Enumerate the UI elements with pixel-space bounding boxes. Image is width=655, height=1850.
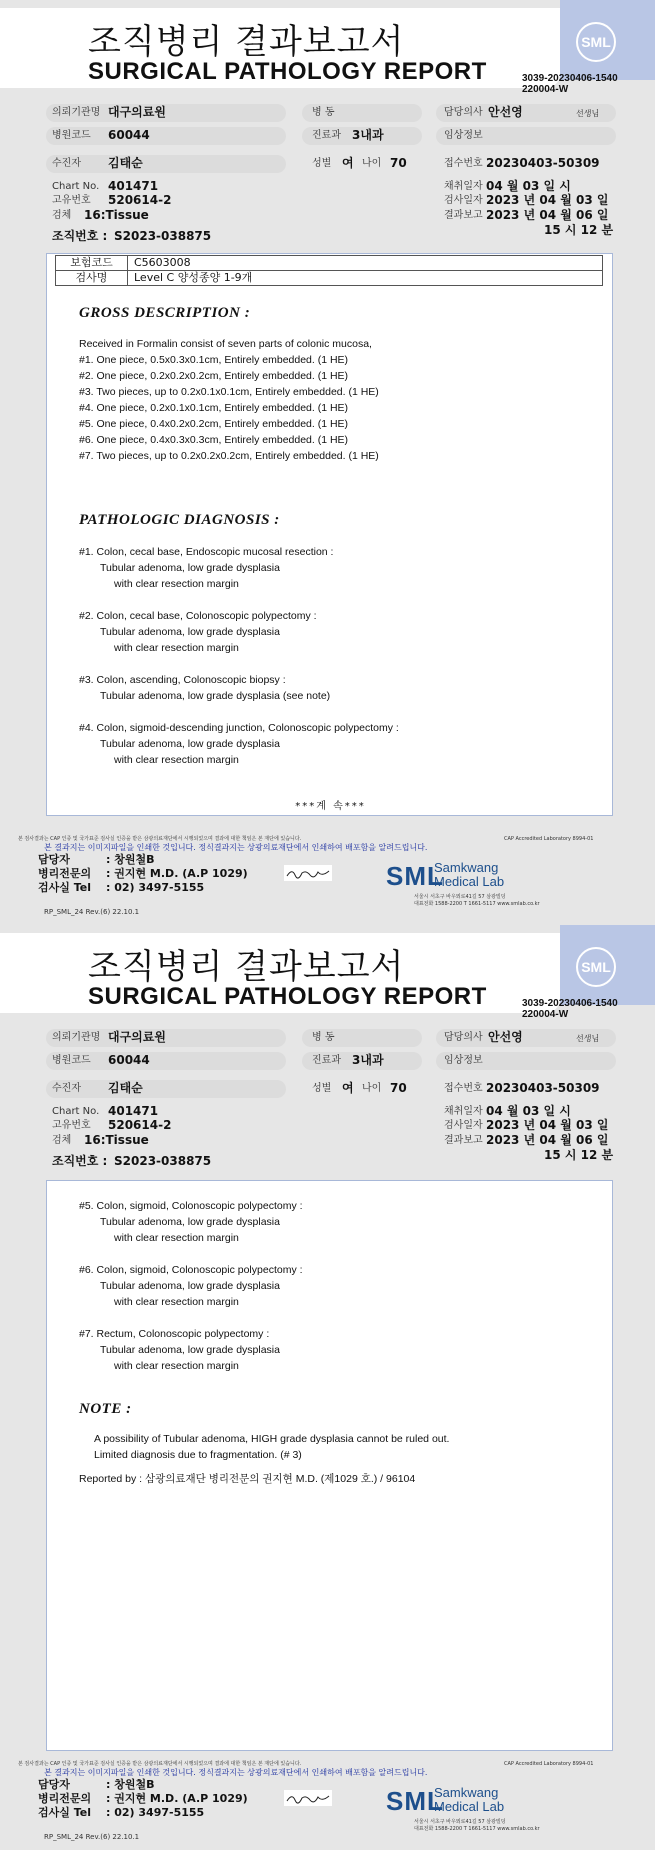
manager-label: 담당자 — [38, 1778, 70, 1791]
result-label: 결과보고 — [444, 1135, 483, 1146]
tissue-value: S2023-038875 — [114, 229, 212, 243]
lab-name: Samkwang — [434, 1785, 499, 1800]
collect-value: 04 월 03 일 시 — [486, 1104, 571, 1118]
doctor-label: 담당의사 — [444, 107, 483, 118]
signature-icon — [284, 865, 332, 881]
cap-note: CAP Accredited Laboratory 8994-01 — [504, 1761, 594, 1767]
doctor-value: 안선영 — [488, 105, 523, 119]
age-value: 70 — [390, 156, 407, 170]
doctor-suffix: 선생님 — [576, 109, 600, 118]
clinical-label: 임상정보 — [444, 1055, 483, 1066]
image-notice: 본 결과지는 이미지파일을 인쇄한 것입니다. 정식결과지는 상광의료재단에서 인쇄하여 배포함을 알려드립니다. — [44, 843, 428, 852]
title-english: SURGICAL PATHOLOGY REPORT — [88, 58, 487, 85]
receipt-label: 접수번호 — [444, 158, 483, 169]
pathologist-label: 병리전문의 — [38, 1792, 92, 1805]
collect-label: 채취일자 — [444, 1106, 483, 1117]
exam-value: 2023 년 04 월 03 일 — [486, 193, 609, 207]
result-value: 2023 년 04 월 06 일 — [486, 1133, 609, 1147]
cap-note: CAP Accredited Laboratory 8994-01 — [504, 836, 594, 842]
hospital-value: 대구의료원 — [108, 105, 166, 119]
lab-address: 서울시 서초구 바우뫼로41길 57 삼광빌딩 — [414, 1819, 506, 1825]
hospital-code-label: 병원코드 — [52, 1055, 91, 1066]
uid-value: 520614-2 — [108, 193, 172, 207]
dept-value: 3내과 — [352, 128, 384, 142]
sml-logo-icon: SML — [576, 22, 616, 62]
specimen-label: 검체 — [52, 1135, 72, 1146]
info-pill — [46, 155, 286, 173]
patient-label: 수진자 — [52, 1083, 81, 1094]
diagnosis-item-3 — [79, 672, 330, 704]
sex-value: 여 — [342, 1081, 354, 1095]
tissue-label: 조직번호 : — [52, 229, 108, 243]
gross-line: #6. One piece, 0.4x0.3x0.3cm, Entirely embedded. (1 HE) — [79, 434, 349, 446]
hospital-code-label: 병원코드 — [52, 130, 91, 141]
report-id: 3039-20230406-1540 220004-W — [522, 73, 618, 95]
manager-label: 담당자 — [38, 853, 70, 866]
specimen-value: 16:Tissue — [84, 1133, 149, 1147]
report-page-2 — [0, 925, 655, 1850]
chart-label: Chart No. — [52, 181, 100, 192]
collect-value: 04 월 03 일 시 — [486, 179, 571, 193]
hospital-code-value: 60044 — [108, 1053, 150, 1067]
lab-name: Medical Lab — [434, 1799, 505, 1814]
phone-value: : 02) 3497-5155 — [106, 881, 205, 894]
ward-label: 병 동 — [312, 1032, 335, 1043]
diagnosis-heading: PATHOLOGIC DIAGNOSIS : — [79, 512, 280, 528]
diagnosis-site: #7. Rectum, Colonoscopic polypectomy : — [79, 1328, 270, 1340]
lab-logo-icon: SML — [386, 861, 444, 891]
sex-value: 여 — [342, 156, 354, 170]
report-body — [46, 253, 613, 816]
manager-value: : 창원철B — [106, 1778, 155, 1791]
diagnosis-item-5 — [79, 1198, 303, 1246]
pathologist-value: : 권지현 M.D. (A.P 1029) — [106, 1792, 248, 1805]
specimen-label: 검체 — [52, 210, 72, 221]
doctor-label: 담당의사 — [444, 1032, 483, 1043]
diagnosis-item-2 — [79, 608, 317, 656]
lab-address: 서울시 서초구 바우뫼로41길 57 삼광빌딩 — [414, 894, 506, 900]
dept-label: 진료과 — [312, 1055, 341, 1066]
specimen-value: 16:Tissue — [84, 208, 149, 222]
reported-by: Reported by : 삼광의료재단 병리전문의 권지현 M.D. (제1029 호.) / 96104 — [79, 1473, 416, 1485]
note-line: Limited diagnosis due to fragmentation. (# 3) — [94, 1449, 302, 1461]
diagnosis-site: #3. Colon, ascending, Colonoscopic biopsy : — [79, 674, 286, 686]
diagnosis-margin: with clear resection margin — [114, 1296, 239, 1308]
uid-label: 고유번호 — [52, 195, 91, 206]
hospital-code-value: 60044 — [108, 128, 150, 142]
revision: RP_SML_24 Rev.(6) 22.10.1 — [44, 908, 140, 916]
exam-label: 검사일자 — [444, 1120, 483, 1131]
age-label: 나이 — [362, 158, 382, 169]
diagnosis-site: #6. Colon, sigmoid, Colonoscopic polypectomy : — [79, 1264, 303, 1276]
signature-icon — [284, 1790, 332, 1806]
micro-disclaimer: 본 검사결과는 CAP 인증 및 국가표준 검사실 인증을 받은 삼광의료재단에서 시행되었으며 결과에 대한 책임은 본 재단에 있습니다. — [18, 836, 302, 842]
diagnosis-item-7 — [79, 1326, 280, 1374]
age-value: 70 — [390, 1081, 407, 1095]
sml-logo-icon: SML — [576, 947, 616, 987]
phone-value: : 02) 3497-5155 — [106, 1806, 205, 1819]
age-label: 나이 — [362, 1083, 382, 1094]
hospital-label: 의뢰기관명 — [52, 1032, 101, 1043]
diagnosis-item-1 — [79, 544, 333, 592]
gross-heading: GROSS DESCRIPTION : — [79, 305, 251, 321]
diagnosis-item-4 — [79, 720, 399, 768]
chart-value: 401471 — [108, 179, 159, 193]
pathologist-value: : 권지현 M.D. (A.P 1029) — [106, 867, 248, 880]
sex-label: 성별 — [312, 158, 332, 169]
title-korean: 조직병리 결과보고서 — [88, 22, 405, 62]
collect-label: 채취일자 — [444, 181, 483, 192]
gross-description — [79, 336, 379, 464]
gross-line: #5. One piece, 0.4x0.2x0.2cm, Entirely embedded. (1 HE) — [79, 418, 349, 430]
dept-value: 3내과 — [352, 1053, 384, 1067]
doctor-suffix: 선생님 — [576, 1034, 600, 1043]
title-korean: 조직병리 결과보고서 — [88, 947, 405, 987]
result-value: 2023 년 04 월 06 일 — [486, 208, 609, 222]
diagnosis-site: #5. Colon, sigmoid, Colonoscopic polypectomy : — [79, 1200, 303, 1212]
gross-line: #3. Two pieces, up to 0.2x0.1x0.1cm, Entirely embedded. (1 HE) — [79, 386, 379, 398]
phone-label: 검사실 Tel — [38, 881, 91, 894]
result-time: 15 시 12 분 — [544, 1148, 614, 1162]
receipt-value: 20230403-50309 — [486, 1081, 600, 1095]
tissue-value: S2023-038875 — [114, 1154, 212, 1168]
patient-label: 수진자 — [52, 158, 81, 169]
doctor-value: 안선영 — [488, 1030, 523, 1044]
exam-name-value: Level C 양성종양 1-9개 — [128, 271, 603, 286]
continued-marker: ***계 속*** — [295, 801, 366, 812]
phone-label: 검사실 Tel — [38, 1806, 91, 1819]
image-notice: 본 결과지는 이미지파일을 인쇄한 것입니다. 정식결과지는 상광의료재단에서 인쇄하여 배포함을 알려드립니다. — [44, 1768, 428, 1777]
note-heading: NOTE : — [79, 1401, 132, 1417]
insurance-code-value: C5603008 — [128, 256, 603, 271]
diagnosis-margin: with clear resection margin — [114, 754, 239, 766]
receipt-value: 20230403-50309 — [486, 156, 600, 170]
sex-label: 성별 — [312, 1083, 332, 1094]
chart-value: 401471 — [108, 1104, 159, 1118]
gross-line: #4. One piece, 0.2x0.1x0.1cm, Entirely embedded. (1 HE) — [79, 402, 349, 414]
diagnosis-margin: with clear resection margin — [114, 1232, 239, 1244]
note-line: A possibility of Tubular adenoma, HIGH grade dysplasia cannot be ruled out. — [94, 1433, 450, 1445]
lab-contact: 대표전화 1588-2200 T 1661-5117 www.smlab.co.kr — [414, 901, 540, 907]
diagnosis-finding: Tubular adenoma, low grade dysplasia (see note) — [100, 690, 331, 702]
chart-label: Chart No. — [52, 1106, 100, 1117]
title-english: SURGICAL PATHOLOGY REPORT — [88, 983, 487, 1010]
patient-value: 김태순 — [108, 156, 143, 170]
insurance-code-label: 보험코드 — [56, 256, 128, 271]
gross-line: Received in Formalin consist of seven parts of colonic mucosa, — [79, 338, 372, 350]
tissue-label: 조직번호 : — [52, 1154, 108, 1168]
diagnosis-margin: with clear resection margin — [114, 1360, 239, 1372]
diagnosis-site: #1. Colon, cecal base, Endoscopic mucosal resection : — [79, 546, 334, 558]
result-time: 15 시 12 분 — [544, 223, 614, 237]
report-id: 3039-20230406-1540 220004-W — [522, 998, 618, 1020]
lab-logo-icon: SML — [386, 1786, 444, 1816]
diagnosis-finding: Tubular adenoma, low grade dysplasia — [100, 1216, 280, 1228]
exam-value: 2023 년 04 월 03 일 — [486, 1118, 609, 1132]
diagnosis-finding: Tubular adenoma, low grade dysplasia — [100, 626, 280, 638]
diagnosis-margin: with clear resection margin — [114, 642, 239, 654]
pathologist-label: 병리전문의 — [38, 867, 92, 880]
uid-value: 520614-2 — [108, 1118, 172, 1132]
lab-name: Samkwang — [434, 860, 499, 875]
receipt-label: 접수번호 — [444, 1083, 483, 1094]
hospital-value: 대구의료원 — [108, 1030, 166, 1044]
diagnosis-item-6 — [79, 1262, 303, 1310]
hospital-label: 의뢰기관명 — [52, 107, 101, 118]
result-label: 결과보고 — [444, 210, 483, 221]
diagnosis-finding: Tubular adenoma, low grade dysplasia — [100, 738, 280, 750]
patient-value: 김태순 — [108, 1081, 143, 1095]
diagnosis-margin: with clear resection margin — [114, 578, 239, 590]
insurance-table — [55, 255, 603, 286]
info-pill — [46, 1080, 286, 1098]
gross-line: #2. One piece, 0.2x0.2x0.2cm, Entirely embedded. (1 HE) — [79, 370, 349, 382]
exam-name-label: 검사명 — [56, 271, 128, 286]
diagnosis-site: #2. Colon, cecal base, Colonoscopic polypectomy : — [79, 610, 317, 622]
note-text — [94, 1431, 449, 1463]
ward-label: 병 동 — [312, 107, 335, 118]
diagnosis-finding: Tubular adenoma, low grade dysplasia — [100, 1280, 280, 1292]
exam-label: 검사일자 — [444, 195, 483, 206]
lab-contact: 대표전화 1588-2200 T 1661-5117 www.smlab.co.kr — [414, 1826, 540, 1832]
manager-value: : 창원철B — [106, 853, 155, 866]
micro-disclaimer: 본 검사결과는 CAP 인증 및 국가표준 검사실 인증을 받은 삼광의료재단에서 시행되었으며 결과에 대한 책임은 본 재단에 있습니다. — [18, 1761, 302, 1767]
diagnosis-site: #4. Colon, sigmoid-descending junction, Colonoscopic polypectomy : — [79, 722, 399, 734]
clinical-label: 임상정보 — [444, 130, 483, 141]
lab-name: Medical Lab — [434, 874, 505, 889]
diagnosis-finding: Tubular adenoma, low grade dysplasia — [100, 1344, 280, 1356]
gross-line: #1. One piece, 0.5x0.3x0.1cm, Entirely embedded. (1 HE) — [79, 354, 349, 366]
revision: RP_SML_24 Rev.(6) 22.10.1 — [44, 1833, 140, 1841]
diagnosis-finding: Tubular adenoma, low grade dysplasia — [100, 562, 280, 574]
uid-label: 고유번호 — [52, 1120, 91, 1131]
dept-label: 진료과 — [312, 130, 341, 141]
gross-line: #7. Two pieces, up to 0.2x0.2x0.2cm, Entirely embedded. (1 HE) — [79, 450, 379, 462]
report-body — [46, 1180, 613, 1751]
